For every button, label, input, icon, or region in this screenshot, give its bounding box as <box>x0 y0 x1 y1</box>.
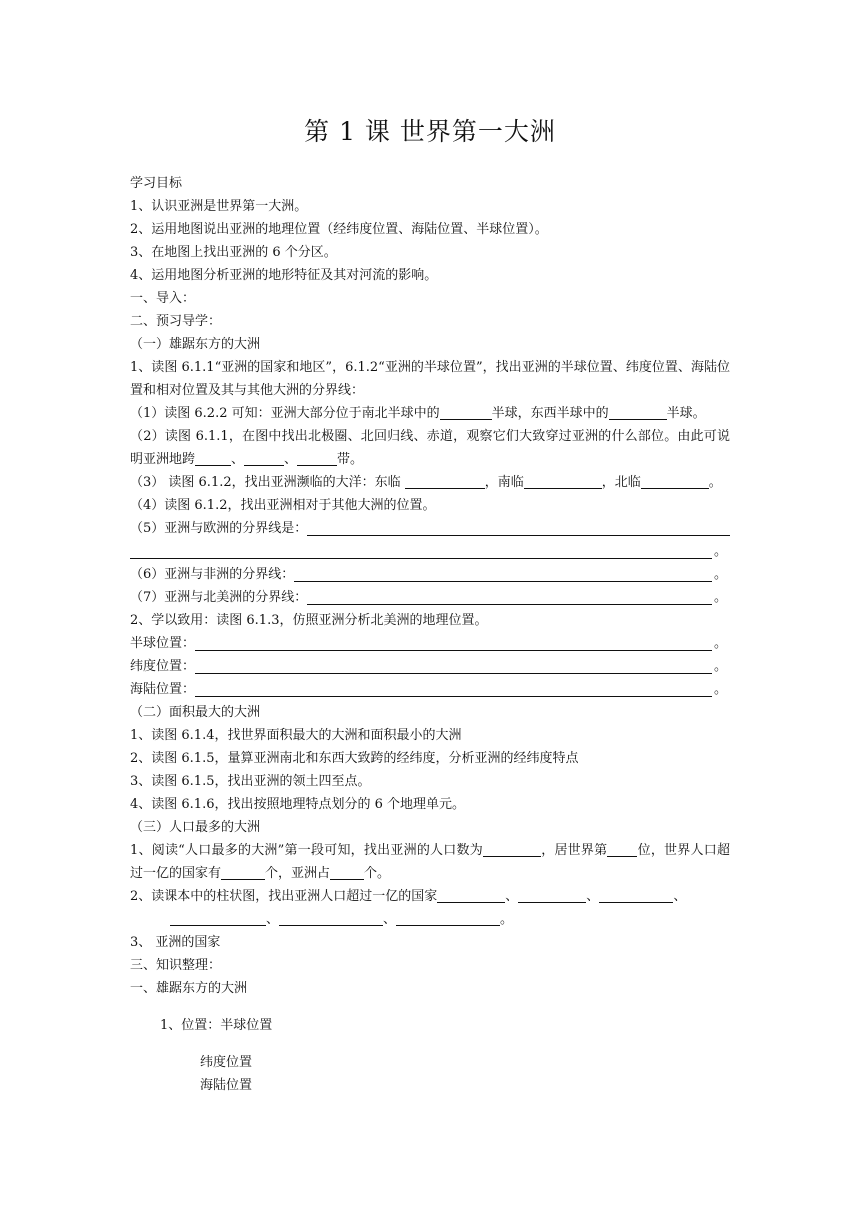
part3-heading: （三）人口最多的大洲 <box>130 820 261 835</box>
part3-question2 <box>130 885 730 908</box>
blank-field[interactable] <box>524 473 602 489</box>
part1-sub4: （4）读图 6.1.2，找出亚洲相对于其他大洲的位置。 <box>130 498 436 513</box>
section-preview: 二、预习导学： <box>130 314 222 329</box>
sub2-text-b: 带。 <box>337 452 364 467</box>
separator: 、 <box>284 452 298 467</box>
blank-field[interactable] <box>244 450 284 466</box>
separator: 、 <box>266 912 280 927</box>
blank-field[interactable] <box>195 658 712 674</box>
sub7-label: （7）亚洲与北美洲的分界线： <box>130 590 308 605</box>
q2-text: 2、读课本中的柱状图，找出亚洲人口超过一亿的国家 <box>130 889 438 904</box>
blank-field[interactable] <box>279 910 383 926</box>
section-summary: 三、知识整理： <box>130 958 222 973</box>
blank-field[interactable] <box>440 404 492 420</box>
period: 。 <box>714 659 728 674</box>
separator: 、 <box>383 912 397 927</box>
blank-field[interactable] <box>130 543 712 559</box>
part1-sub6 <box>130 563 730 586</box>
page-title: 第 1 课 世界第一大洲 <box>304 117 556 146</box>
period: 。 <box>714 636 728 651</box>
worksheet-body <box>130 172 730 1097</box>
blank-field[interactable] <box>195 450 231 466</box>
summary-position: 1、位置：半球位置 <box>160 1018 273 1033</box>
blank-field[interactable] <box>330 864 364 880</box>
blank-field[interactable] <box>483 841 541 857</box>
part2-item: 3、读图 6.1.5，找出亚洲的领土四至点。 <box>130 774 371 789</box>
part1-question2: 2、学以致用：读图 6.1.3，仿照亚洲分析北美洲的地理位置。 <box>130 613 488 628</box>
period: 。 <box>714 544 728 559</box>
part1-heading: （一）雄踞东方的大洲 <box>130 337 261 352</box>
separator: 、 <box>673 889 687 904</box>
summary-heading: 一、雄踞东方的大洲 <box>130 981 248 996</box>
part1-question1: 1、读图 6.1.1“亚洲的国家和地区”，6.1.2“亚洲的半球位置”，找出亚洲的半球位置、纬度位置、海陆位置和相对位置及其与其他大洲的分界线： <box>130 360 730 398</box>
period: 。 <box>714 567 728 582</box>
blank-field[interactable] <box>518 887 586 903</box>
sub6-label: （6）亚洲与非洲的分界线： <box>130 567 295 582</box>
part3-question2-continued <box>130 908 730 931</box>
objective-item: 4、运用地图分析亚洲的地形特征及其对河流的影响。 <box>130 268 438 283</box>
hemisphere-label: 半球位置： <box>130 636 196 651</box>
period: 。 <box>500 912 514 927</box>
blank-field[interactable] <box>599 887 673 903</box>
latitude-label: 纬度位置： <box>130 659 196 674</box>
blank-field[interactable] <box>607 841 637 857</box>
period: 。 <box>714 682 728 697</box>
blank-field[interactable] <box>405 473 485 489</box>
separator: 、 <box>505 889 519 904</box>
part2-item: 1、读图 6.1.4，找世界面积最大的大洲和面积最小的大洲 <box>130 728 462 743</box>
separator: 、 <box>231 452 245 467</box>
part3-question3: 3、 亚洲的国家 <box>130 935 221 950</box>
sub5-label: （5）亚洲与欧洲的分界线是： <box>130 521 308 536</box>
objective-item: 1、认识亚洲是世界第一大洲。 <box>130 199 308 214</box>
period: 。 <box>708 475 722 490</box>
blank-field[interactable] <box>195 681 712 697</box>
blank-field[interactable] <box>609 404 667 420</box>
latitude-row <box>130 655 730 678</box>
blank-field[interactable] <box>297 450 337 466</box>
blank-field[interactable] <box>396 910 500 926</box>
part1-sub3 <box>130 471 730 494</box>
blank-field[interactable] <box>221 864 265 880</box>
sub2-text-a: （2）读图 6.1.1，在图中找出北极圈、北回归线、赤道，观察它们大致穿过亚洲的什么部位。由此可说明亚洲地跨 <box>130 429 730 467</box>
part2-heading: （二）面积最大的大洲 <box>130 705 261 720</box>
section-intro: 一、导入： <box>130 291 196 306</box>
sub3-text-a: （3） 读图 6.1.2，找出亚洲濒临的大洋：东临 <box>130 475 405 490</box>
period: 。 <box>714 590 728 605</box>
sub3-text-b: ，南临 <box>484 475 524 490</box>
part1-sub7 <box>130 586 730 609</box>
summary-latitude: 纬度位置 <box>200 1055 253 1070</box>
summary-sea-land: 海陆位置 <box>200 1078 253 1093</box>
blank-field[interactable] <box>307 520 730 536</box>
part1-sub5 <box>130 517 730 540</box>
sub1-text-c: 半球。 <box>666 406 706 421</box>
separator: 、 <box>586 889 600 904</box>
objective-item: 3、在地图上找出亚洲的 6 个分区。 <box>130 245 337 260</box>
sub3-text-c: ，北临 <box>601 475 641 490</box>
q1-text-e: 个。 <box>364 866 391 881</box>
part2-item: 2、读图 6.1.5，量算亚洲南北和东西大致跨的经纬度，分析亚洲的经纬度特点 <box>130 751 579 766</box>
blank-field[interactable] <box>641 473 709 489</box>
hemisphere-row <box>130 632 730 655</box>
objective-item: 2、运用地图说出亚洲的地理位置（经纬度位置、海陆位置、半球位置）。 <box>130 222 548 237</box>
part1-sub5-continued <box>130 540 730 563</box>
part3-question1 <box>130 839 730 885</box>
blank-field[interactable] <box>195 635 712 651</box>
q1-text-d: 个，亚洲占 <box>265 866 331 881</box>
sub1-text-a: （1）读图 6.2.2 可知：亚洲大部分位于南北半球中的 <box>130 406 440 421</box>
sea-land-label: 海陆位置： <box>130 682 196 697</box>
sea-land-row <box>130 678 730 701</box>
blank-field[interactable] <box>437 887 505 903</box>
q1-text-b: ，居世界第 <box>540 843 608 858</box>
sub1-text-b: 半球，东西半球中的 <box>491 406 609 421</box>
q1-text-c: 位，世界人口超过一亿的国家有 <box>130 843 730 881</box>
part1-sub2 <box>130 425 730 471</box>
objectives-heading: 学习目标 <box>130 176 183 191</box>
part2-item: 4、读图 6.1.6，找出按照地理特点划分的 6 个地理单元。 <box>130 797 466 812</box>
part1-sub1 <box>130 402 730 425</box>
blank-field[interactable] <box>170 910 266 926</box>
blank-field[interactable] <box>307 589 712 605</box>
blank-field[interactable] <box>294 566 712 582</box>
q1-text-a: 1、阅读“人口最多的大洲”第一段可知，找出亚洲的人口数为 <box>130 843 483 858</box>
